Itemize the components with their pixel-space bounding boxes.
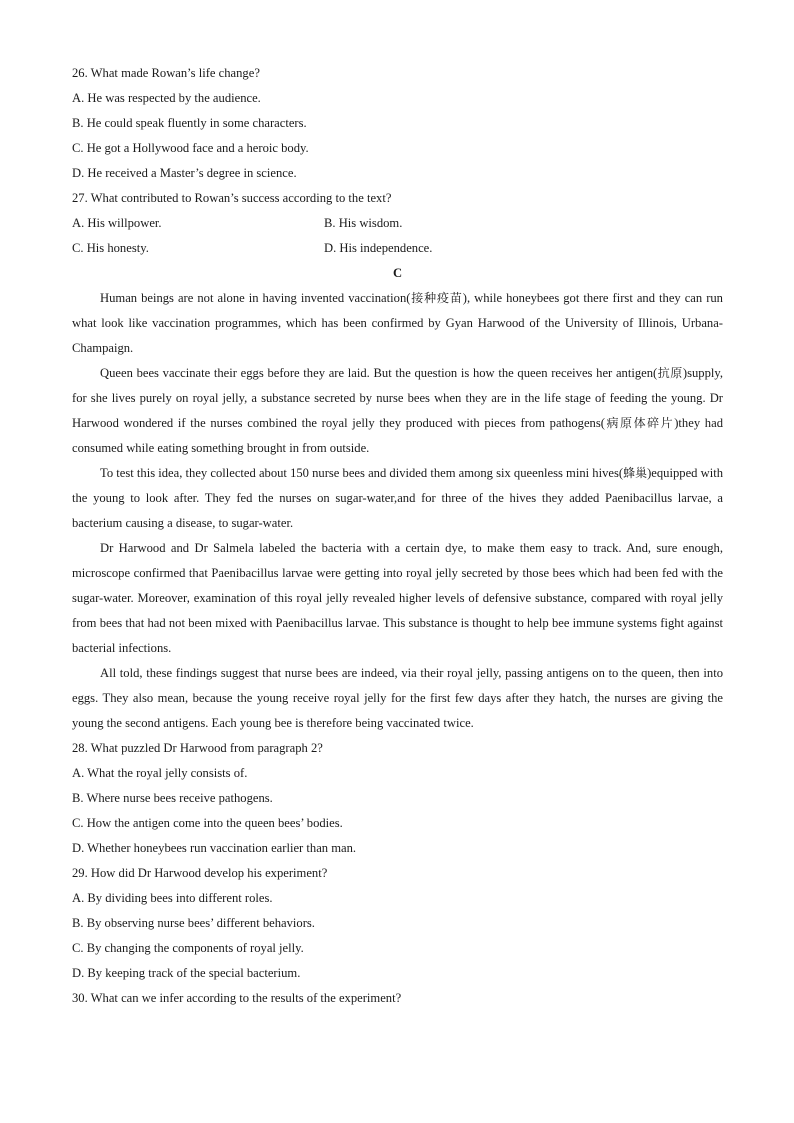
question-29-stem: 29. How did Dr Harwood develop his experiment?	[72, 866, 328, 880]
q29-option-d: D. By keeping track of the special bacterium.	[72, 966, 301, 980]
question-26-stem: 26. What made Rowan’s life change?	[72, 66, 260, 80]
passage-paragraph-1: Human beings are not alone in having invented vaccination(接种疫苗), while honeybees got there first and they can run what look like vaccination programmes, which has been confirmed by Gyan Harwood of the University of Illinois, Urbana-Champaign.	[72, 291, 723, 355]
passage-paragraph-4: Dr Harwood and Dr Salmela labeled the bacteria with a certain dye, to make them easy to track. And, sure enough, microscope confirmed that Paenibacillus larvae were getting into royal jelly secreted by those bees which had been fed with the sugar-water. Moreover, examination of this royal jelly revealed higher levels of defensive substance, compared with royal jelly from bees that had not been mixed with Paenibacillus larvae. This substance is thought to help bee immune systems fight against bacterial infections.	[72, 541, 723, 655]
q27-option-a: A. His willpower.	[72, 216, 162, 230]
q27-options-row-1	[72, 211, 723, 236]
q28-option-b: B. Where nurse bees receive pathogens.	[72, 791, 273, 805]
q29-option-c: C. By changing the components of royal jelly.	[72, 941, 304, 955]
q26-option-a: A. He was respected by the audience.	[72, 91, 261, 105]
q29-option-b: B. By observing nurse bees’ different behaviors.	[72, 916, 315, 930]
passage-paragraph-5: All told, these findings suggest that nurse bees are indeed, via their royal jelly, passing antigens on to the queen, then into eggs. They also mean, because the young receive royal jelly for the first few days after they hatch, the nurses are giving the young the second antigens. Each young bee is therefore being vaccinated twice.	[72, 666, 723, 730]
section-heading: C	[392, 266, 403, 280]
passage-paragraph-2: Queen bees vaccinate their eggs before they are laid. But the question is how the queen receives her antigen(抗原)supply, for she lives purely on royal jelly, a substance secreted by nurse bees when they are in the life stage of feeding the young. Dr Harwood wondered if the nurses combined the royal jelly they produced with pieces from pathogens(病原体碎片)they had consumed while eating something brought in from outside.	[72, 366, 723, 455]
question-30-stem: 30. What can we infer according to the results of the experiment?	[72, 991, 402, 1005]
question-27-stem: 27. What contributed to Rowan’s success according to the text?	[72, 191, 392, 205]
q27-option-b: B. His wisdom.	[324, 216, 403, 230]
q26-option-d: D. He received a Master’s degree in science.	[72, 166, 297, 180]
q27-option-d: D. His independence.	[324, 241, 433, 255]
q27-options-row-2	[72, 236, 723, 261]
q28-option-a: A. What the royal jelly consists of.	[72, 766, 248, 780]
q28-option-d: D. Whether honeybees run vaccination earlier than man.	[72, 841, 357, 855]
q28-option-c: C. How the antigen come into the queen bees’ bodies.	[72, 816, 343, 830]
q27-option-c: C. His honesty.	[72, 241, 149, 255]
q29-option-a: A. By dividing bees into different roles.	[72, 891, 273, 905]
q26-option-b: B. He could speak fluently in some characters.	[72, 116, 307, 130]
q26-option-c: C. He got a Hollywood face and a heroic body.	[72, 141, 309, 155]
question-28-stem: 28. What puzzled Dr Harwood from paragraph 2?	[72, 741, 323, 755]
exam-page	[72, 61, 723, 1011]
passage-paragraph-3: To test this idea, they collected about 150 nurse bees and divided them among six queenless mini hives(蜂巢)equipped with the young to look after. They fed the nurses on sugar-water,and for three of the hives they added Paenibacillus larvae, a bacterium causing a disease, to sugar-water.	[72, 466, 723, 530]
